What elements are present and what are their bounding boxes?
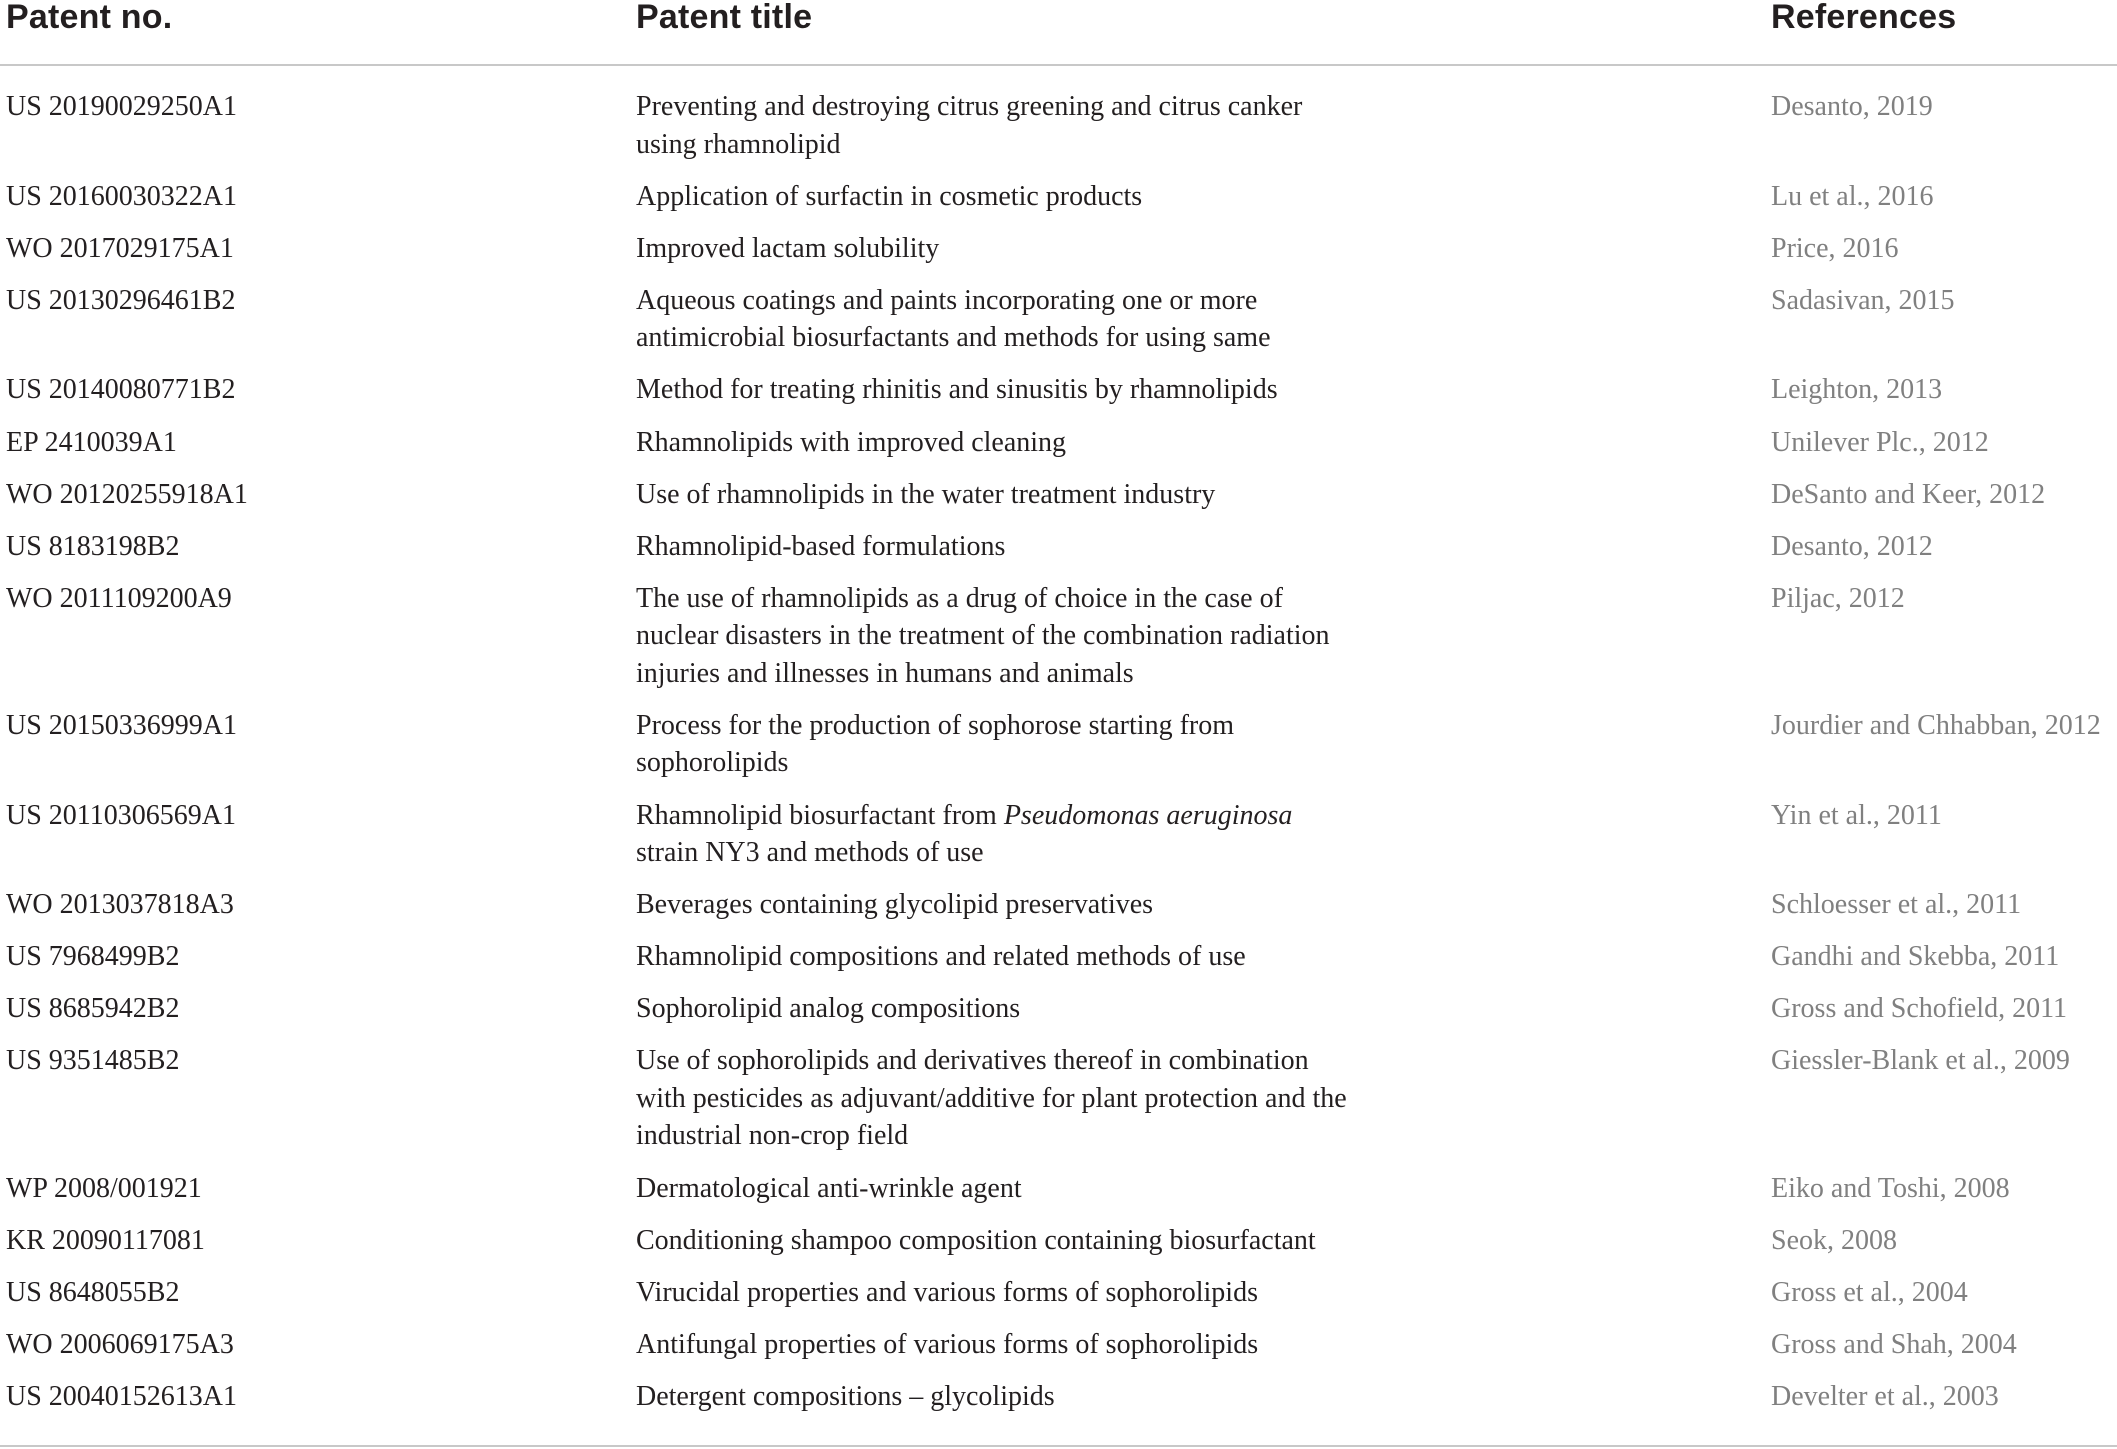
patent-number-cell: US 20130296461B2 xyxy=(6,284,236,316)
reference-cell: Price, 2016 xyxy=(1771,232,1899,264)
patent-number-cell: US 8685942B2 xyxy=(6,993,180,1025)
patent-title-cell xyxy=(636,178,1396,216)
patent-title-line: Sophorolipid analog compositions xyxy=(636,993,1021,1025)
reference-cell: DeSanto and Keer, 2012 xyxy=(1771,478,2046,510)
patent-title-cell xyxy=(636,1170,1396,1208)
patent-number-cell: KR 20090117081 xyxy=(6,1224,205,1256)
patent-table xyxy=(0,0,2117,66)
reference-cell: Gross et al., 2004 xyxy=(1771,1276,1968,1308)
patent-title-line xyxy=(636,797,1396,835)
reference-cell: Seok, 2008 xyxy=(1771,1224,1897,1256)
patent-title-cell xyxy=(636,580,1396,693)
table-bottom-rule xyxy=(0,1445,2117,1447)
patent-title-line: nuclear disasters in the treatment of the combination radiation xyxy=(636,620,1330,652)
reference-cell: Desanto, 2012 xyxy=(1771,530,1933,562)
patent-title-line: Improved lactam solubility xyxy=(636,232,940,264)
reference-cell: Sadasivan, 2015 xyxy=(1771,284,1955,316)
patent-title-cell xyxy=(636,707,1396,782)
reference-cell: Gross and Schofield, 2011 xyxy=(1771,993,2068,1025)
patent-title-line: Process for the production of sophorose starting from xyxy=(636,709,1234,741)
patent-title-cell xyxy=(636,1222,1396,1260)
patent-title-line: Aqueous coatings and paints incorporating one or more xyxy=(636,284,1258,316)
patent-title-cell xyxy=(636,886,1396,924)
reference-cell: Desanto, 2019 xyxy=(1771,91,1933,122)
patent-title-cell xyxy=(636,88,1396,163)
patent-title-species: Pseudomonas aeruginosa xyxy=(1003,799,1293,831)
patent-title-line: Rhamnolipid compositions and related methods of use xyxy=(636,941,1246,973)
patent-title-line: industrial non-crop field xyxy=(636,1120,909,1152)
patent-title-line: Antifungal properties of various forms of sophorolipids xyxy=(636,1328,1259,1360)
patent-number-cell: US 9351485B2 xyxy=(6,1045,180,1077)
patent-number-cell: WO 2013037818A3 xyxy=(6,889,234,921)
reference-cell: Leighton, 2013 xyxy=(1771,374,1943,406)
patent-number-cell: US 20140080771B2 xyxy=(6,374,236,406)
patent-title-cell xyxy=(636,1042,1396,1155)
patent-title-line: Preventing and destroying citrus greening and citrus canker xyxy=(636,91,1303,122)
patent-number-cell: US 20040152613A1 xyxy=(6,1380,238,1412)
patent-number-cell: US 8648055B2 xyxy=(6,1276,180,1308)
patent-number-cell: US 20150336999A1 xyxy=(6,709,238,741)
reference-cell: Giessler-Blank et al., 2009 xyxy=(1771,1045,2070,1077)
reference-cell: Yin et al., 2011 xyxy=(1771,799,1942,831)
reference-cell: Jourdier and Chhabban, 2012 xyxy=(1771,709,2101,741)
patent-title-cell xyxy=(636,371,1396,409)
patent-title-cell xyxy=(636,797,1396,872)
patent-title-line: Beverages containing glycolipid preservatives xyxy=(636,889,1154,921)
patent-number-cell: WO 2011109200A9 xyxy=(6,582,232,614)
patent-title-cell xyxy=(636,528,1396,566)
patent-title-text: Rhamnolipid biosurfactant from xyxy=(636,799,1004,831)
patent-number-cell: EP 2410039A1 xyxy=(6,426,177,458)
patent-title-cell xyxy=(636,476,1396,514)
patent-number-cell: US 7968499B2 xyxy=(6,941,180,973)
reference-cell: Piljac, 2012 xyxy=(1771,582,1905,614)
patent-number-cell: WO 2006069175A3 xyxy=(6,1328,234,1360)
patent-number-cell: WO 20120255918A1 xyxy=(6,478,248,510)
patent-title-line: Dermatological anti-wrinkle agent xyxy=(636,1172,1022,1204)
patent-title-line: antimicrobial biosurfactants and methods for using same xyxy=(636,322,1271,354)
reference-cell: Schloesser et al., 2011 xyxy=(1771,889,2022,921)
patent-number-cell: WO 2017029175A1 xyxy=(6,232,234,264)
patent-title-line: Virucidal properties and various forms of sophorolipids xyxy=(636,1276,1258,1308)
reference-cell: Gandhi and Skebba, 2011 xyxy=(1771,941,2060,973)
patent-title-cell xyxy=(636,1326,1396,1364)
patent-title-line: using rhamnolipid xyxy=(636,128,841,160)
patent-title-line: injuries and illnesses in humans and animals xyxy=(636,657,1134,689)
patent-title-cell xyxy=(636,282,1396,357)
patent-number-cell: US 20110306569A1 xyxy=(6,799,236,831)
patent-title-line: Use of rhamnolipids in the water treatment industry xyxy=(636,478,1216,510)
patent-title-line: Rhamnolipids with improved cleaning xyxy=(636,426,1067,458)
patent-title-line: Use of sophorolipids and derivatives thereof in combination xyxy=(636,1045,1309,1077)
patent-number-cell: US 20160030322A1 xyxy=(6,180,238,212)
header-patent-no: Patent no. xyxy=(6,0,173,36)
reference-cell: Eiko and Toshi, 2008 xyxy=(1771,1172,2010,1204)
patent-title-line: Detergent compositions – glycolipids xyxy=(636,1380,1055,1412)
patent-title-cell xyxy=(636,1274,1396,1312)
reference-cell: Develter et al., 2003 xyxy=(1771,1380,1999,1412)
patent-title-cell xyxy=(636,990,1396,1028)
patent-title-line: Conditioning shampoo composition containing biosurfactant xyxy=(636,1224,1316,1256)
header-references: References xyxy=(1771,0,1957,36)
patent-title-line: strain NY3 and methods of use xyxy=(636,837,984,868)
reference-cell: Unilever Plc., 2012 xyxy=(1771,426,1989,458)
patent-title-cell xyxy=(636,230,1396,268)
patent-title-line: The use of rhamnolipids as a drug of choice in the case of xyxy=(636,582,1283,614)
patent-title-cell xyxy=(636,938,1396,976)
patent-title-line: Method for treating rhinitis and sinusitis by rhamnolipids xyxy=(636,374,1278,406)
patent-title-line: with pesticides as adjuvant/additive for plant protection and the xyxy=(636,1082,1347,1114)
reference-cell: Gross and Shah, 2004 xyxy=(1771,1328,2017,1360)
patent-title-line: sophorolipids xyxy=(636,747,789,779)
reference-cell: Lu et al., 2016 xyxy=(1771,180,1934,212)
patent-title-line: Application of surfactin in cosmetic products xyxy=(636,180,1143,212)
header-patent-title: Patent title xyxy=(636,0,813,36)
patent-number-cell: US 20190029250A1 xyxy=(6,91,238,122)
patent-title-line: Rhamnolipid-based formulations xyxy=(636,530,1006,562)
patent-number-cell: US 8183198B2 xyxy=(6,530,180,562)
patent-number-cell: WP 2008/001921 xyxy=(6,1172,202,1204)
patent-title-cell xyxy=(636,424,1396,462)
table-header-row xyxy=(0,0,2117,66)
patent-title-cell xyxy=(636,1378,1396,1416)
